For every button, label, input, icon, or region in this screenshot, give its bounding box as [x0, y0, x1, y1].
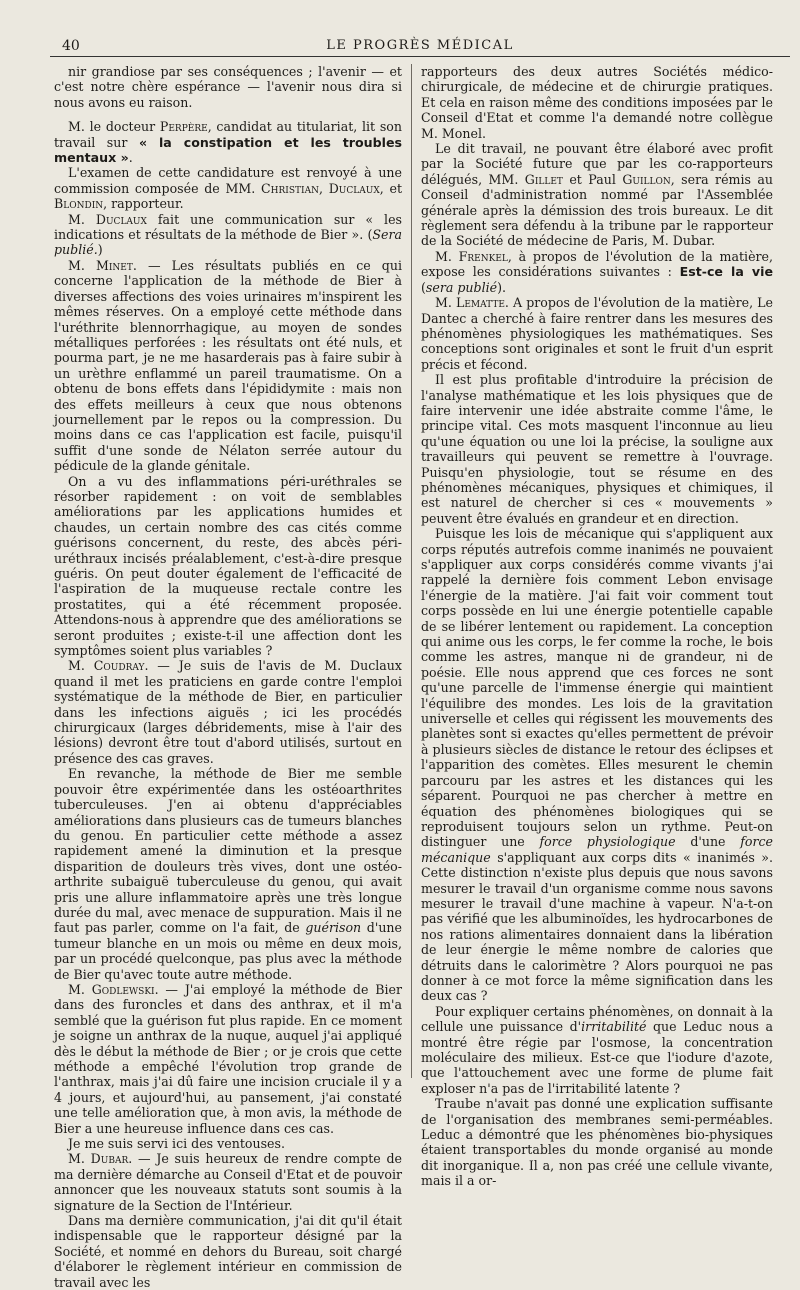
paragraph	[54, 658, 402, 766]
text-run: d'une	[675, 834, 741, 850]
paragraph	[54, 766, 402, 982]
text-sc: Dubar	[90, 1151, 129, 1167]
paragraph	[421, 1004, 773, 1096]
text-run: ,	[318, 180, 329, 196]
left-column	[54, 64, 403, 1290]
text-run: M.	[68, 981, 92, 997]
text-run: M.	[68, 1151, 91, 1167]
running-title: LE PROGRÈS MÉDICAL	[326, 38, 514, 53]
paragraph	[54, 165, 402, 211]
paragraph	[421, 1096, 773, 1188]
text-sc: Godlewski	[91, 981, 155, 997]
paragraph	[421, 141, 773, 249]
text-sc: Frenkel	[458, 248, 508, 264]
text-run: M.	[68, 257, 96, 273]
paragraph	[54, 1151, 402, 1213]
text-run: que Leduc nous a montré être régie par l'osmose, la concentration moléculaire des milieux. Est-ce que l'iodure d'azote, que l'attouchement avec une forme de plume fait exploser n'a pas de l'irritabilité latente ?	[421, 1019, 773, 1096]
text-run: En revanche, la méthode de Bier me semble pouvoir être expérimentée dans les ostéoarthrites tuberculeuses. J'en ai obtenu d'appréciables améliorations dans plusieurs cas de tumeurs blanches du genou. En particulier cette méthode a assez rapidement amené la diminution et la presque disparition de douleurs très vives, dont une ostéo-arthrite subaiguë tuberculeuse du genou, qui avait pris une allure inflammatoire après une très longue durée du mal, avec menace de suppuration. Mais il ne faut pas parler, comme on l'a fait, de	[54, 766, 402, 936]
paragraph	[54, 1213, 402, 1290]
text-sc: Blondin	[54, 196, 104, 212]
text-sc: Coudray	[93, 658, 145, 674]
text-run: Pour expliquer certains phénomènes, on donnait à la cellule une puissance d'	[421, 1003, 773, 1035]
text-em: irritabilité	[581, 1019, 647, 1035]
text-sc: Lematte	[456, 295, 505, 311]
text-sc: Gillet	[524, 171, 563, 187]
text-run: Je me suis servi ici des ventouses.	[68, 1136, 285, 1152]
paragraph	[54, 212, 402, 258]
text-run: (	[421, 279, 426, 295]
text-run: M. le docteur	[68, 119, 160, 135]
text-run: d'une tumeur blanche en un mois ou même en deux mois, par un procédé quelconque, pas plus avec la méthode de Bier qu'avec toute autre méthode.	[54, 920, 402, 982]
text-run: , candidat au titulariat, lit son travail sur	[54, 119, 402, 150]
text-bold: « la constipation et les troubles mentaux »	[54, 134, 402, 166]
text-run: . — Je suis de l'avis de M. Duclaux quand il met les praticiens en garde contre l'emploi systématique de la méthode de Bier, en particulier dans les infections aiguës ; ici les procédés chirurgicaux (larges débridements, mise à l'air des lésions) devront être tout d'abord utilisés, surtout en présence des cas graves.	[54, 658, 403, 766]
text-run: Dans ma dernière communication, j'ai dit qu'il était indispensable que le rapporteur désigné par la Société, et nommé en dehors du Bureau, soit chargé d'élaborer le règlement intérieur en commission de travail avec les	[54, 1213, 402, 1290]
text-bold: Est-ce la vie	[679, 264, 773, 280]
text-run: nir grandiose par ses conséquences ; l'avenir — et c'est notre chère espérance — l'avenir nous dira si nous avons eu raison.	[54, 64, 402, 110]
text-run: .	[128, 150, 133, 166]
paragraph	[54, 1136, 402, 1151]
paragraph	[421, 295, 773, 372]
paragraph	[54, 119, 402, 165]
text-sc: Christian	[261, 180, 319, 196]
text-run: Il est plus profitable d'introduire la précision de l'analyse mathématique et les lois physiques que de faire intervenir une idée abstraite comme l'âme, le principe vital. Ces mots masquent l'inconnue au lieu qu'une équation ou une loi la précise, la souligne aux travailleurs qui peuvent se remettre à l'ouvrage. Puisqu'en physiologie, tout se résume en des phénomènes mécaniques, physiques et chimiques, il est naturel de chercher si ces « mouvements » peuvent être évalués en grandeur et en direction.	[421, 372, 773, 526]
text-sc: Guillon	[622, 171, 671, 187]
right-column	[421, 64, 774, 1189]
text-run: M.	[435, 248, 459, 264]
paragraph	[421, 64, 773, 141]
text-run: L'examen de cette candidature est renvoyé à une commission composée de MM.	[54, 165, 402, 196]
text-em: guérison	[305, 920, 362, 936]
text-run: et Paul	[562, 171, 623, 187]
text-run: fait une communication sur « les indications et résultats de la méthode de Bier ». (	[54, 211, 403, 243]
text-run: M.	[68, 211, 96, 227]
column-divider	[411, 64, 412, 1078]
text-em: force physiologique	[539, 834, 676, 850]
text-run: . — J'ai employé la méthode de Bier dans des furoncles et dans des anthrax, et il m'a semblé que la guérison fut plus rapide. En ce moment je soigne un anthrax de la nuque, auquel j'ai appliqué dès le début la méthode de Bier ; or je crois que cette méthode a empêché l'évolution trop grande de l'anthrax, mais j'ai dû faire une incision cruciale il y a 4 jours, et aujourd'hui, au pansement, j'ai constaté une telle amélioration que, à mon avis, la méthode de Bier a une heureuse influence dans ces cas.	[54, 981, 402, 1136]
text-sc: Duclaux	[95, 211, 147, 227]
text-run: )	[97, 242, 103, 258]
paragraph	[54, 64, 402, 110]
text-run: On a vu des inflammations péri-uréthrales se résorber rapidement : on voit de semblables améliorations par les applications humides et chaudes, un certain nombre des cas cités comme guérisons concernent, du reste, des abcès péri-uréthraux incisés préalablement, c'est-à-dire presque guéris. On peut douter également de l'efficacité de l'aspiration de la muqueuse rectale contre les prostatites, qui a été récemment proposée. Attendons-nous à apprendre que des améliorations se seront produites ; existe-t-il une affection dont les symptômes soient plus variables ?	[54, 473, 402, 659]
text-run: M.	[435, 295, 456, 311]
text-run: ).	[497, 279, 507, 295]
text-run: Le dit travail, ne pouvant être élaboré avec profit par la Société future que par les co-rapporteurs délégués, MM.	[421, 141, 773, 187]
text-em: force mécanique	[421, 834, 773, 865]
text-em: sera publié	[425, 279, 498, 295]
text-run: . — Je suis heureux de rendre compte de ma dernière démarche au Conseil d'Etat et de pouvoir annoncer que les nouveaux statuts sont soumis à la signature de la Section de l'Intérieur.	[54, 1151, 403, 1213]
page-number: 40	[62, 38, 80, 54]
paragraph	[54, 258, 402, 474]
text-run: . A propos de l'évolution de la matière, Le Dantec a cherché à faire rentrer dans les mesures des phénomènes physiologiques les mathématiques. Ses conceptions sont originales et sont le fruit d'un esprit précis et fécond.	[421, 295, 773, 372]
text-run: s'appliquant aux corps dits « inanimés ». Cette distinction n'existe plus depuis que nous savons mesurer le travail d'un organisme comme nous savons mesurer le travail d'une machine à vapeur. N'a-t-on pas vérifié que les albuminoïdes, les hydrocarbones de nos rations alimentaires donnaient dans la libération de leur énergie le même nombre de calories que détruits dans le calorimètre ? Alors pourquoi ne pas donner à ce mot force la même signification dans les deux cas ?	[421, 849, 773, 1004]
page-header	[50, 38, 790, 57]
paragraph	[421, 249, 773, 295]
paragraph	[421, 526, 773, 1004]
text-run: , sera rémis au Conseil d'administration nommé par l'Assemblée générale après la démission des trois bureaux. Le dit règlement sera défendu à la tribune par le rapporteur de la Société de médecine de Paris, M. Dubar.	[421, 171, 774, 249]
paragraph	[54, 474, 402, 659]
text-em: Sera publié.	[54, 227, 402, 258]
text-run: M.	[68, 658, 94, 674]
paragraph	[54, 982, 402, 1136]
text-run: , rapporteur.	[103, 196, 184, 212]
text-sc: Duclaux	[328, 180, 380, 196]
text-run: , à propos de l'évolution de la matière, expose les considérations suivantes :	[421, 248, 773, 280]
text-sc: Perpère	[159, 119, 208, 135]
paragraph	[421, 372, 773, 526]
text-sc: Minet	[95, 257, 133, 273]
text-run: Traube n'avait pas donné une explication suffisante de l'organisation des membranes semi-perméables. Leduc a démontré que les phénomènes bio-physiques étaient transportables du monde organisé au monde dit inorganique. Il a, non pas créé une cellule vivante, mais il a or-	[421, 1096, 773, 1189]
text-run: , et	[379, 180, 402, 196]
text-run: . — Les résultats publiés en ce qui concerne l'application de la méthode de Bier à diverses affections des voies urinaires m'inspirent les mêmes réserves. On a employé cette méthode dans l'uréthrite blennorrhagique, au moyen de sondes métalliques perforées : les résultats ont été nuls, et pourma part, je ne me hasarderais pas à faire subir à un urèthre enflammé un pareil traumatisme. On a obtenu de bons effets dans l'épididymite : mais non des effets meilleurs à ceux que nous obtenons journellement par le repos ou la compression. Du moins dans ce cas l'application est facile, puisqu'il suffit d'une sonde de Nélaton serrée autour du pédicule de la glande génitale.	[54, 257, 402, 474]
text-run: Puisque les lois de mécanique qui s'appliquent aux corps réputés autrefois comme inanimés ne pouvaient s'appliquer aux corps considérés comme vivants j'ai rappelé la dernière fois comment Lebon envisage l'énergie de la matière. J'ai fait voir comment tout corps possède en lui une énergie potentielle capable de se libérer lentement ou rapidement. La conception qui anime ous les corps, le fer comme la roche, le bois comme les astres, manque ni de grandeur, ni de poésie. Elle nous apprend que ces forces ne sont qu'une parcelle de l'immense énergie qui maintient l'équilibre des mondes. Les lois de la gravitation universelle et celles qui régissent les mouvements des planètes sont si exactes qu'elles permettent de prévoir à plusieurs siècles de distance le retour des éclipses et l'apparition des comètes. Elles mesurent le chemin parcouru par les astres et les distances qui les séparent. Pourquoi ne pas chercher à mettre en équation des phénomènes biologiques qui se reproduisent toujours selon un rythme. Peut-on distinguer une	[421, 526, 773, 850]
text-run: rapporteurs des deux autres Sociétés médico-chirurgicale, de médecine et de chirurgie pratiques. Et cela en raison même des conditions imposées par le Conseil d'Etat et comme l'a demandé notre collègue M. Monel.	[421, 64, 773, 141]
